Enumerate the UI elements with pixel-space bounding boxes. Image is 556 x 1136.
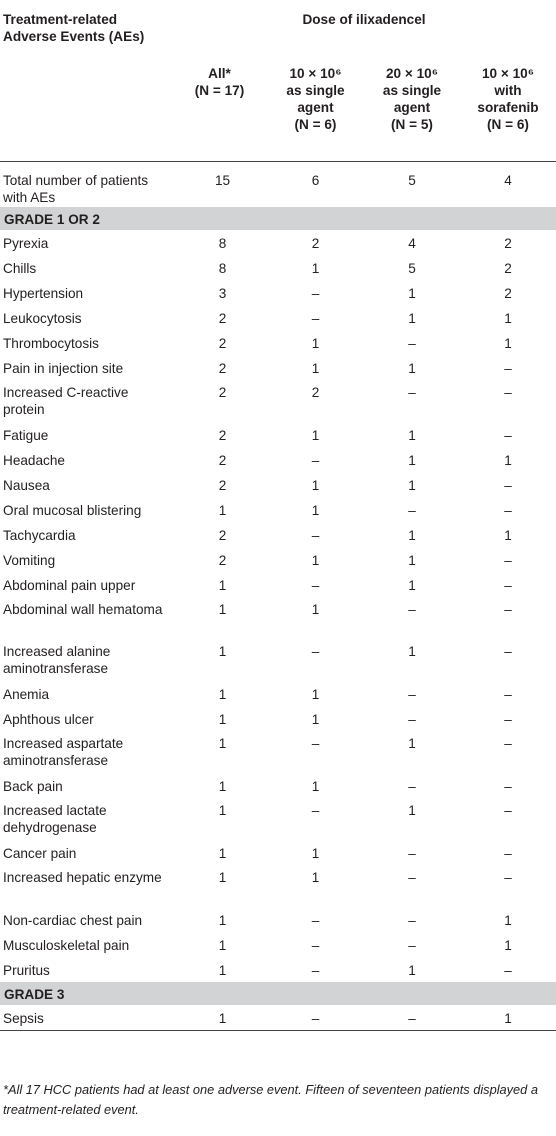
- cell-value: –: [504, 644, 512, 659]
- cell-value: 2: [218, 428, 227, 443]
- table-row: [0, 597, 556, 639]
- table-row: [0, 447, 556, 472]
- cell-value: 1: [311, 428, 320, 443]
- header-line: All*: [208, 66, 231, 81]
- cell-value: 8: [218, 236, 227, 251]
- cell-value: –: [408, 385, 416, 400]
- header-line: agent: [297, 100, 334, 115]
- row-label: Pruritus: [3, 963, 50, 978]
- cell-value: –: [504, 385, 512, 400]
- cell-value: 1: [408, 644, 416, 659]
- table-body: [0, 162, 556, 1031]
- table-row: [0, 230, 556, 255]
- cell-value: 2: [218, 311, 227, 326]
- table-row: [0, 280, 556, 305]
- total-label: Total number of patients with AEs: [3, 173, 149, 205]
- cell-value: –: [504, 602, 512, 617]
- cell-value: 1: [218, 602, 227, 617]
- table-row: [0, 380, 556, 422]
- cell-value: 1: [311, 712, 320, 727]
- cell-value: –: [311, 311, 320, 326]
- cell-value: 1: [504, 938, 512, 953]
- column-header-all: [172, 61, 267, 162]
- row-label: Vomiting: [3, 553, 56, 568]
- table-row: [0, 572, 556, 597]
- cell-value: 1: [218, 712, 227, 727]
- cell-value: –: [311, 938, 320, 953]
- table-row: [0, 639, 556, 681]
- header-line: (N = 17): [194, 83, 245, 98]
- table-row: [0, 957, 556, 982]
- cell-value: 1: [408, 963, 416, 978]
- table-row: [0, 472, 556, 497]
- cell-value: –: [408, 913, 416, 928]
- cell-value: 2: [311, 236, 320, 251]
- cell-value: 8: [218, 261, 227, 276]
- table-row: [0, 355, 556, 380]
- cell-value: 1: [311, 361, 320, 376]
- row-label: Increased aspartate aminotransferase: [3, 736, 124, 768]
- cell-value: 1: [218, 503, 227, 518]
- row-label: Leukocytosis: [3, 311, 82, 326]
- section-header-row: [0, 207, 556, 230]
- cell-value: –: [504, 736, 512, 751]
- cell-value: 2: [311, 385, 320, 400]
- cell-value: 4: [408, 236, 416, 251]
- header-line: sorafenib: [477, 100, 539, 115]
- header-line: (N = 5): [391, 117, 433, 132]
- total-value-10e6-single: 6: [311, 173, 320, 188]
- cell-value: 1: [218, 1011, 227, 1026]
- cell-value: 1: [408, 803, 416, 818]
- cell-value: 1: [408, 311, 416, 326]
- cell-value: 1: [311, 687, 320, 702]
- cell-value: 1: [218, 846, 227, 861]
- row-label: Abdominal wall hematoma: [3, 602, 163, 617]
- cell-value: –: [311, 1011, 320, 1026]
- cell-value: 1: [218, 736, 227, 751]
- cell-value: –: [408, 846, 416, 861]
- table-row: [0, 865, 556, 907]
- cell-value: 1: [504, 311, 512, 326]
- cell-value: 1: [218, 938, 227, 953]
- cell-value: 1: [408, 428, 416, 443]
- cell-value: 2: [504, 261, 512, 276]
- column-header-10e6-sorafenib: [460, 61, 556, 162]
- table-row: [0, 1005, 556, 1031]
- corner-header: Treatment-related Adverse Events (AEs): [3, 12, 145, 44]
- cell-value: –: [408, 870, 416, 885]
- row-label: Oral mucosal blistering: [3, 503, 142, 518]
- table-footnote: *All 17 HCC patients had at least one adverse event. Fifteen of seventeen patients displayed a treatment-related event.: [3, 1082, 538, 1117]
- total-value-10e6-sorafenib: 4: [504, 173, 512, 188]
- row-label: Cancer pain: [3, 846, 77, 861]
- cell-value: –: [408, 602, 416, 617]
- cell-value: 2: [218, 361, 227, 376]
- row-label: Increased alanine aminotransferase: [3, 644, 111, 676]
- row-label: Abdominal pain upper: [3, 578, 136, 593]
- cell-value: –: [504, 712, 512, 727]
- header-line: 10 × 10⁶: [482, 66, 534, 81]
- cell-value: 1: [408, 578, 416, 593]
- cell-value: –: [311, 736, 320, 751]
- cell-value: 1: [408, 361, 416, 376]
- cell-value: 1: [311, 553, 320, 568]
- cell-value: –: [408, 336, 416, 351]
- cell-value: 2: [218, 453, 227, 468]
- table-row: [0, 907, 556, 932]
- header-line: agent: [393, 100, 431, 115]
- cell-value: 1: [218, 644, 227, 659]
- table-row: [0, 330, 556, 355]
- row-label: Non-cardiac chest pain: [3, 913, 143, 928]
- cell-value: 1: [408, 736, 416, 751]
- cell-value: 1: [218, 963, 227, 978]
- cell-value: 1: [218, 687, 227, 702]
- row-label: Headache: [3, 453, 65, 468]
- section-header-row: [0, 982, 556, 1005]
- table-row: [0, 773, 556, 798]
- table-row: [0, 706, 556, 731]
- cell-value: 1: [218, 803, 227, 818]
- cell-value: 1: [311, 870, 320, 885]
- total-value-20e6-single: 5: [408, 173, 416, 188]
- cell-value: –: [504, 478, 512, 493]
- row-label: Aphthous ulcer: [3, 712, 94, 727]
- cell-value: –: [311, 803, 320, 818]
- section-title: GRADE 3: [0, 982, 556, 1005]
- row-label: Thrombocytosis: [3, 336, 99, 351]
- row-label: Sepsis: [3, 1011, 44, 1026]
- cell-value: 1: [218, 578, 227, 593]
- cell-value: 1: [504, 336, 512, 351]
- cell-value: 1: [311, 261, 320, 276]
- cell-value: –: [504, 361, 512, 376]
- table-row: [0, 731, 556, 773]
- cell-value: –: [408, 779, 416, 794]
- cell-value: 1: [311, 602, 320, 617]
- cell-value: 1: [311, 336, 320, 351]
- header-row-group: [0, 0, 556, 61]
- cell-value: 2: [218, 528, 227, 543]
- cell-value: 3: [218, 286, 227, 301]
- row-label: Pyrexia: [3, 236, 49, 251]
- cell-value: 1: [218, 870, 227, 885]
- cell-value: 2: [218, 478, 227, 493]
- cell-value: 2: [218, 553, 227, 568]
- cell-value: 1: [408, 528, 416, 543]
- cell-value: –: [311, 578, 320, 593]
- cell-value: 2: [504, 286, 512, 301]
- cell-value: –: [311, 453, 320, 468]
- table-row: [0, 932, 556, 957]
- table-row: [0, 497, 556, 522]
- cell-value: –: [311, 963, 320, 978]
- dose-group-header: Dose of ilixadencel: [302, 12, 426, 27]
- column-header-10e6-single: [267, 61, 364, 162]
- column-header-20e6-single: [364, 61, 460, 162]
- row-label: Increased lactate dehydrogenase: [3, 803, 107, 835]
- header-line: 10 × 10⁶: [289, 66, 342, 81]
- header-line: as single: [382, 83, 442, 98]
- table-row: [0, 840, 556, 865]
- cell-value: –: [504, 687, 512, 702]
- cell-value: 1: [311, 846, 320, 861]
- header-row-columns: [0, 61, 556, 162]
- cell-value: 1: [311, 503, 320, 518]
- cell-value: –: [408, 712, 416, 727]
- header-line: 20 × 10⁶: [386, 66, 438, 81]
- cell-value: 1: [408, 553, 416, 568]
- cell-value: –: [504, 803, 512, 818]
- cell-value: 1: [311, 779, 320, 794]
- row-label: Increased C-reactive protein: [3, 385, 129, 417]
- cell-value: 1: [504, 453, 512, 468]
- row-label: Hypertension: [3, 286, 84, 301]
- row-label: Pain in injection site: [3, 361, 124, 376]
- cell-value: –: [504, 428, 512, 443]
- cell-value: –: [311, 286, 320, 301]
- cell-value: 1: [408, 453, 416, 468]
- cell-value: –: [408, 938, 416, 953]
- cell-value: –: [311, 644, 320, 659]
- row-label: Back pain: [3, 779, 63, 794]
- cell-value: –: [504, 870, 512, 885]
- row-label: Increased hepatic enzyme: [3, 870, 162, 885]
- cell-value: 1: [311, 478, 320, 493]
- table-row: [0, 255, 556, 280]
- table-row: [0, 681, 556, 706]
- cell-value: 2: [504, 236, 512, 251]
- cell-value: 1: [218, 913, 227, 928]
- cell-value: 1: [504, 1011, 512, 1026]
- total-value-all: 15: [214, 173, 231, 188]
- header-line: (N = 6): [487, 117, 529, 132]
- row-label: Chills: [3, 261, 37, 276]
- cell-value: –: [311, 528, 320, 543]
- table-row: [0, 305, 556, 330]
- empty-header-cell: [0, 61, 172, 162]
- cell-value: –: [408, 687, 416, 702]
- row-label: Musculoskeletal pain: [3, 938, 130, 953]
- table-row: [0, 422, 556, 447]
- cell-value: –: [504, 578, 512, 593]
- row-label: Fatigue: [3, 428, 49, 443]
- cell-value: 1: [504, 528, 512, 543]
- cell-value: –: [504, 846, 512, 861]
- cell-value: 1: [408, 286, 416, 301]
- row-label: Anemia: [3, 687, 50, 702]
- cell-value: 1: [218, 779, 227, 794]
- table-row: [0, 547, 556, 572]
- cell-value: 1: [504, 913, 512, 928]
- cell-value: 1: [408, 478, 416, 493]
- cell-value: –: [504, 779, 512, 794]
- cell-value: –: [311, 913, 320, 928]
- header-line: with: [494, 83, 522, 98]
- header-line: (N = 6): [294, 117, 337, 132]
- cell-value: –: [504, 553, 512, 568]
- section-title: GRADE 1 OR 2: [0, 207, 556, 230]
- cell-value: 2: [218, 385, 227, 400]
- row-label: Nausea: [3, 478, 50, 493]
- total-row: [0, 162, 556, 208]
- table-row: [0, 798, 556, 840]
- table-row: [0, 522, 556, 547]
- cell-value: 5: [408, 261, 416, 276]
- row-label: Tachycardia: [3, 528, 76, 543]
- cell-value: 2: [218, 336, 227, 351]
- header-line: as single: [286, 83, 345, 98]
- cell-value: –: [504, 963, 512, 978]
- cell-value: –: [504, 503, 512, 518]
- cell-value: –: [408, 1011, 416, 1026]
- cell-value: –: [408, 503, 416, 518]
